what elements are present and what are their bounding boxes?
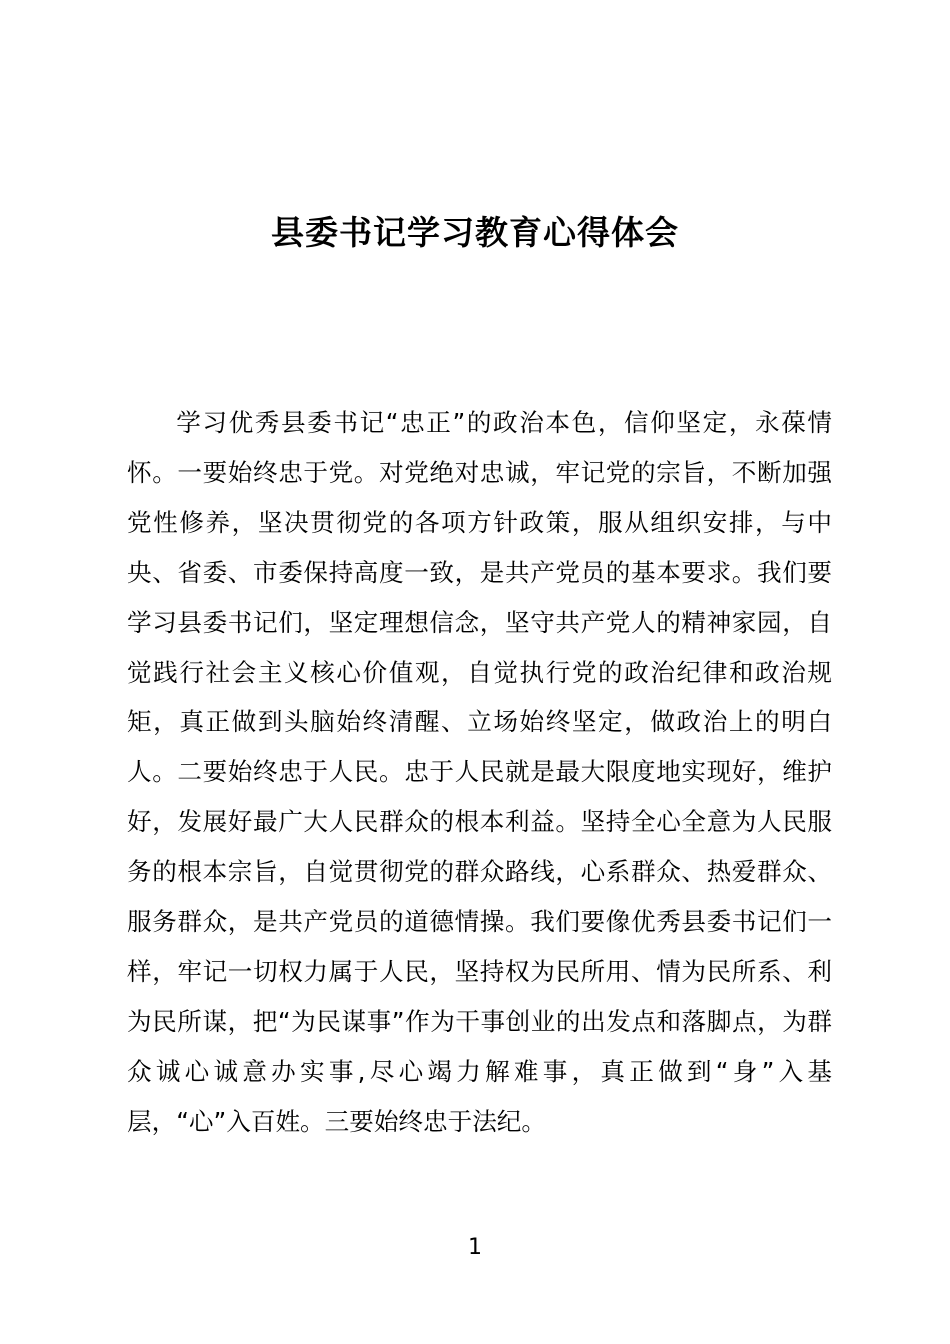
body-paragraph: 学习优秀县委书记“忠正”的政治本色，信仰坚定，永葆情怀。一要始终忠于党。对党绝对忠诚，牢记党的宗旨，不断加强党性修养，坚决贯彻党的各项方针政策，服从组织安排，与中央、省委、市委保持高度一致，是共产党员的基本要求。我们要学习县委书记们，坚定理想信念，坚守共产党人的精神家园，自觉践行社会主义核心价值观，自觉执行党的政治纪律和政治规矩，真正做到头脑始终清醒、立场始终坚定，做政治上的明白人。二要始终忠于人民。忠于人民就是最大限度地实现好，维护好，发展好最广大人民群众的根本利益。坚持全心全意为人民服务的根本宗旨，自觉贯彻党的群众路线，心系群众、热爱群众、服务群众，是共产党员的道德情操。我们要像优秀县委书记们一样，牢记一切权力属于人民，坚持权为民所用、情为民所系、利为民所谋，把“为民谋事”作为干事创业的出发点和落脚点，为群众诚心诚意办实事,尽心竭力解难事，真正做到“身”入基层，“心”入百姓。三要始终忠于法纪。 xyxy=(127,408,832,1136)
document-title: 县委书记学习教育心得体会 xyxy=(271,213,679,252)
page-number: 1 xyxy=(468,1235,482,1260)
